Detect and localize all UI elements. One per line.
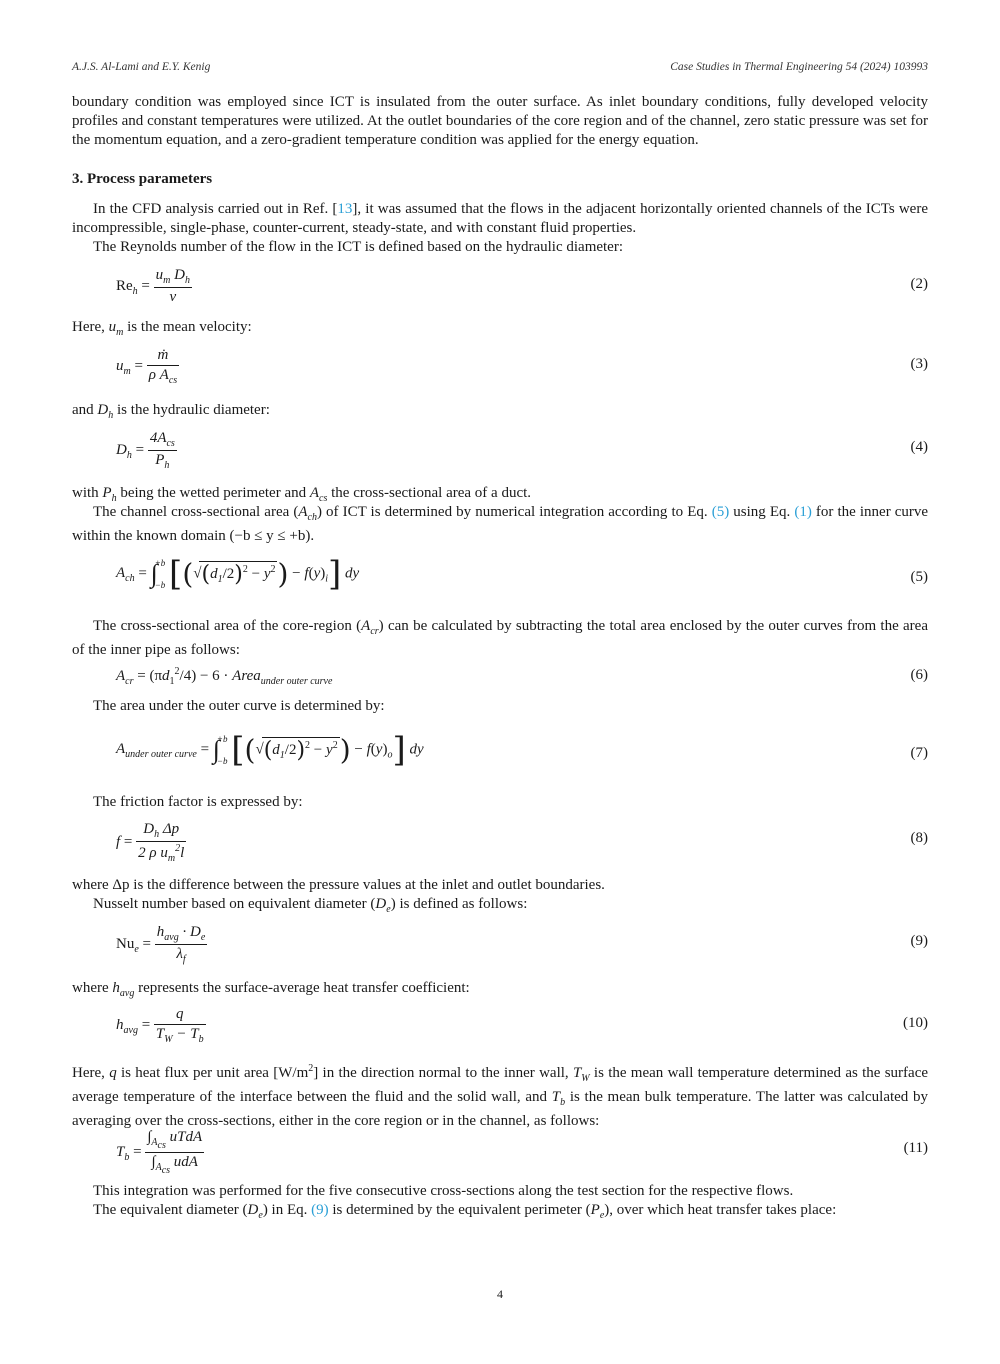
equation-6: $A_{cr} = (\pi d_1^2/4) - 6$ · Area$_{under outer curve}$ [116,666,333,687]
equation-number-6: (6) [910,667,928,683]
equation-11: $T_b$ = $\frac{\int_{A_{cs}} uTdA}{\int_{A_{cs}} udA}$ [116,1129,203,1176]
paragraph-outer-curve-area: The area under the outer curve is determined by: [93,698,385,714]
paragraph-equivalent-diameter: The equivalent diameter $(D_e)$ in Eq. (9) is determined by the equivalent perimeter $(P_e)$, over which heat transfer takes place: [93,1202,837,1221]
equation-number-5: (5) [910,569,928,585]
equation-10: $h_{avg}$ = $\frac{q}{T_W - T_b}$ [116,1006,204,1045]
paragraph-hydraulic-diameter: and $D_h$ is the hydraulic diameter: [72,402,270,421]
equation-number-11: (11) [903,1140,928,1156]
equation-4: $D_h$ = $\frac{4A_{cs}}{P_h}$ [116,430,175,471]
paragraph-nusselt-intro: Nusselt number based on equivalent diameter $(D_e)$ is defined as follows: [93,896,528,915]
equation-9: $Nu_e$ = $\frac{h_{avg} \cdot D_e}{\lambda_f}$ [116,924,206,965]
equation-8: f = $\frac{D_h \Delta p}{2 \rho u_m^2l}$ [116,821,185,864]
paragraph-mean-velocity: Here, $u_m$ is the mean velocity: [72,319,252,338]
paragraph-pressure-difference: where Δp is the difference between the pressure values at the inlet and outlet boundaries. [72,877,605,893]
equation-number-3: (3) [910,356,928,372]
section-heading: 3. Process parameters [72,171,213,187]
paragraph-core-region-area: The cross-sectional area of the core-region $(A_{cr})$ can be calculated by subtracting the total area enclosed by the outer curves from the area of the inner pipe as follows: [72,618,928,658]
paragraph-reynolds-intro: The Reynolds number of the flow in the ICT is defined based on the hydraulic diameter: [93,239,624,255]
running-header-authors: A.J.S. Al-Lami and E.Y. Kenig [72,61,211,73]
equation-link-9[interactable]: (9) [311,1202,329,1218]
paragraph-integration-note: This integration was performed for the five consecutive cross-sections along the test section for the respective flows. [93,1183,794,1199]
equation-3: $u_m$ = $\frac{\text{ṁ}}{\rho A_{cs}}$ [116,347,178,386]
citation-link[interactable]: 13 [337,201,353,217]
equation-link-5[interactable]: (5) [711,504,730,520]
equation-number-7: (7) [910,745,928,761]
equation-number-8: (8) [910,830,928,846]
paragraph-wetted-perimeter: with $P_h$ being the wetted perimeter and $A_{cs}$ the cross-sectional area of a duct. [72,485,532,504]
paragraph-boundary-conditions: boundary condition was employed since ICT is insulated from the outer surface. As inlet boundary conditions, fully developed velocity profiles and constant temperatures were utilized. At the outlet boundaries of the core region and of the channel, zero static pressure was set for the momentum equation, and a zero-gradient temperature condition was applied for the energy equation. [72,94,928,148]
running-header-journal: Case Studies in Thermal Engineering 54 (2024) 103993 [670,61,928,73]
equation-link-1[interactable]: (1) [794,504,812,520]
equation-5: $A_{ch}$ = ∫ +b −b $[(√(d_1/2)^2 - y^2) - f(y)_i]$ dy [116,554,360,594]
equation-number-9: (9) [910,933,928,949]
equation-number-4: (4) [910,439,928,455]
equation-number-2: (2) [910,276,928,292]
paragraph-cfd-assumptions: In the CFD analysis carried out in Ref. [13], it was assumed that the flows in the adjacent horizontally oriented channels of the ICTs were incompressible, single-phase, counter-current, steady-state, and with constant fluid properties. [72,201,928,236]
paragraph-heat-flux: Here, q is heat flux per unit area $[W/m^2]$ in the direction normal to the inner wall, $T_W$ is the mean wall temperature determined as the surface average temperature of the interface between the fluid and the solid wall, and $T_b$ is the mean bulk temperature. The latter was calculated by averaging over the cross-sections, either in the core region or in the channel, as follows: [72,1063,929,1129]
equation-7: $A_{under outer curve}$ = ∫ +b −b $[(√(d_1/2)^2 - y^2) - f(y)_o]$ dy [116,730,424,770]
equation-number-10: (10) [903,1015,928,1031]
page-number: 4 [497,1287,503,1301]
paragraph-heat-transfer-coefficient: where $h_{avg}$ represents the surface-average heat transfer coefficient: [72,980,470,999]
paragraph-friction-factor: The friction factor is expressed by: [93,794,303,810]
equation-2: $Re_h$ = $\frac{u_m D_h}{\nu}$ [116,267,190,305]
paragraph-channel-area: The channel cross-sectional area $(A_{ch})$ of ICT is determined by numerical integration according to Eq. (5) using Eq. (1) for the inner curve within the known domain (−b ≤ y ≤ +b). [72,504,929,544]
